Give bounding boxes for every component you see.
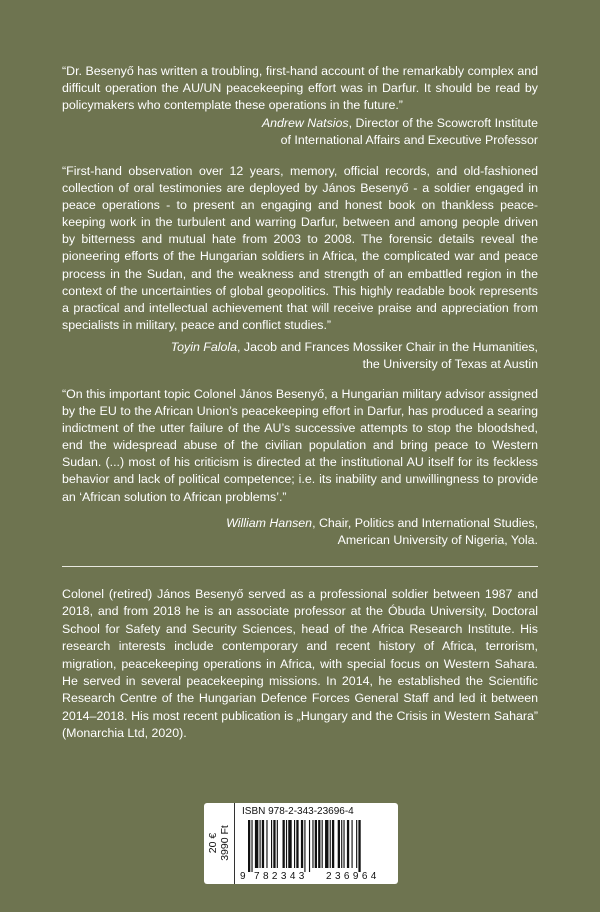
barcode-bar <box>288 820 291 868</box>
barcode-bar <box>273 820 275 868</box>
barcode-bar <box>325 820 328 868</box>
barcode-bar <box>315 820 317 868</box>
author-name: Toyin Falola <box>170 340 238 354</box>
barcode-label <box>204 803 398 884</box>
quote-hansen-attribution <box>118 515 538 549</box>
barcode-bar <box>352 820 353 868</box>
barcode-bar <box>296 820 298 868</box>
barcode-bar <box>271 820 272 868</box>
author-name: Andrew Natsios <box>261 116 349 130</box>
author-role: the University of Texas at Austin <box>362 357 538 372</box>
barcode-bar <box>338 820 340 868</box>
barcode-bar <box>286 820 287 868</box>
isbn-number: ISBN 978-2-343-23696-4 <box>242 806 354 817</box>
author-role: of International Affairs and Executive Professor <box>280 133 538 148</box>
barcode-bar <box>283 820 285 868</box>
author-role: , Chair, Politics and International Studies, <box>312 516 538 530</box>
barcode-bar <box>255 820 258 868</box>
barcode-bar <box>347 820 349 868</box>
section-divider <box>62 566 538 567</box>
barcode-bar <box>251 820 252 872</box>
barcode-bar <box>356 820 357 868</box>
author-name: William Hansen <box>226 516 313 530</box>
barcode-bar <box>341 820 342 868</box>
author-role: American University of Nigeria, Yola. <box>337 533 538 548</box>
barcode-bar <box>248 820 250 872</box>
price-box <box>204 803 235 884</box>
barcode-bar <box>343 820 344 868</box>
author-role: , Director of the Scowcroft Institute <box>348 116 538 130</box>
barcode-bar <box>330 820 331 868</box>
price-huf: 3990 Ft <box>219 825 231 861</box>
barcode-bar <box>260 820 261 868</box>
barcode-bar <box>358 820 360 872</box>
ean-first-digit: 9 <box>240 871 246 882</box>
barcode-bar <box>332 820 334 868</box>
author-bio: Colonel (retired) János Besenyő served as a professional soldier between 1987 and 2018, and from 2018 he is an associate professor at the Óbuda University, Doctoral School for Safety and Security Sciences, head of the Africa Research Institute. His research interests include contemporary and recent history of Africa, terrorism, migration, peacekeeping operations in Africa, with special focus on Western Sahara. He served in several peacekeeping missions. In 2014, he established the Scientific Research Centre of the Hungarian Defence Forces General Staff and led it between 2014–2018. His most recent publication is „Hungary and the Crisis in Western Sahara” (Monarchia Ltd, 2020). <box>62 587 538 741</box>
barcode-bar <box>309 820 310 872</box>
barcode-bar <box>277 820 278 868</box>
price-text <box>207 825 231 861</box>
barcode-bar <box>318 820 320 868</box>
barcode-bar <box>312 820 313 868</box>
barcode-icon <box>240 820 396 872</box>
ean-group-left: 782343 <box>254 871 308 882</box>
quote-natsios-text: “Dr. Besenyő has written a troubling, first-hand account of the remarkably complex and difficult operation the AU/UN peacekeeping effort was in Darfur. It should be read by policymakers who contemplate these operations in the future.” <box>62 64 538 113</box>
quote-falola-text: “First-hand observation over 12 years, memory, official records, and old-fashioned collection of oral testimonies are deployed by János Besenyő - a soldier engaged in peace operations - to present an engaging and honest book on thankless peace-keeping work in the turbulent and warring Darfur, between and among people driven by bitterness and mutual hate from 2003 to 2008. The forensic details reveal the pioneering efforts of the Hungarian soldiers in Africa, the complicated war and peace process in the Sudan, and the weakness and strength of an embattled region in the context of the uncertainties of global geopolitics. This highly readable book represents a practical and intellectual achievement that will receive praise and appreciation from specialists in military, peace and conflict studies.” <box>62 164 538 332</box>
ean-group-right: 236964 <box>326 871 380 882</box>
barcode-bar <box>322 820 323 868</box>
quote-hansen-text: “On this important topic Colonel János Besenyő, a Hungarian military advisor assigned by the EU to the African Union’s peacekeeping effort in Darfur, has produced a searing indictment of the utter failure of the AU’s successive attempts to stop the bloodshed, end the widespread abuse of the civilian population and bring peace to Western Sudan. (...) most of his criticism is directed at the institutional AU itself for its feckless behavior and lack of political competence; i.e. its inability and unwillingness to provide an ‘African solution to African problems’.” <box>62 387 538 504</box>
price-eur: 20 € <box>207 832 219 854</box>
quote-natsios-attribution <box>118 115 538 149</box>
author-role: , Jacob and Frances Mossiker Chair in the Humanities, <box>237 340 538 354</box>
barcode-bar <box>262 820 264 868</box>
barcode-bar <box>304 820 305 872</box>
barcode-bar <box>294 820 295 868</box>
quote-falola-attribution <box>118 339 538 373</box>
barcode-bar <box>301 820 303 868</box>
barcode-bar <box>266 820 267 868</box>
